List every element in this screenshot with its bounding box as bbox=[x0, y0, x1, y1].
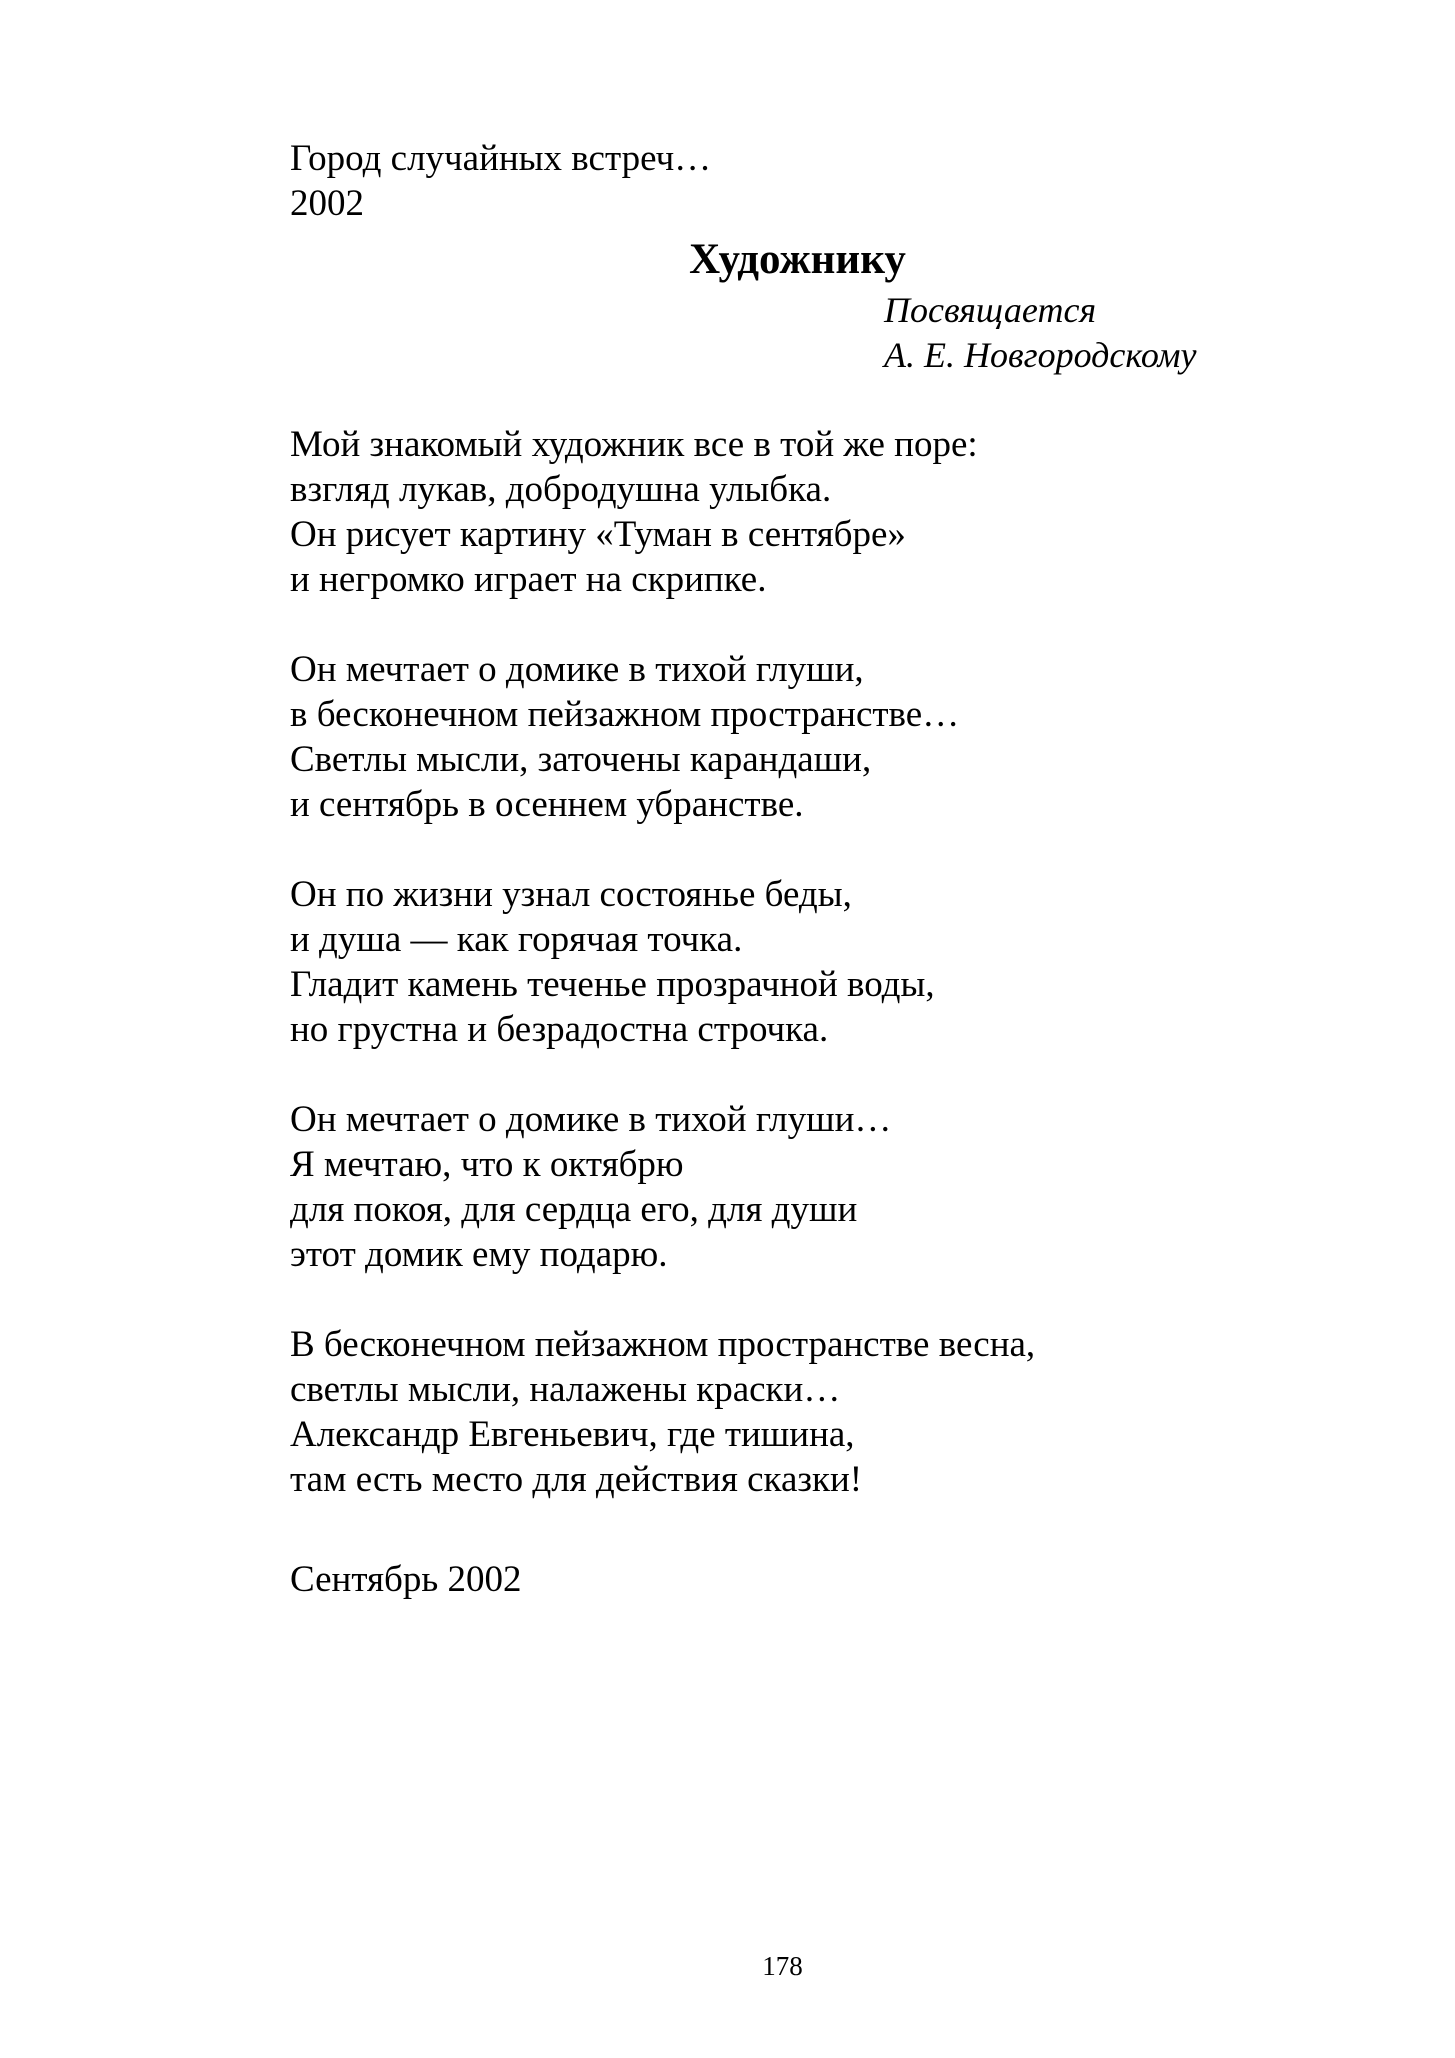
stanza bbox=[290, 647, 1035, 827]
dedication-line: А. Е. Новгородскому bbox=[884, 335, 1197, 375]
page-number: 178 bbox=[762, 1951, 803, 1981]
poem-line: и душа — как горячая точка. bbox=[290, 919, 743, 960]
poem-line: Он мечтает о домике в тихой глуши… bbox=[290, 1099, 892, 1140]
poem-line: но грустна и безрадостна строчка. bbox=[290, 1009, 829, 1050]
stanza bbox=[290, 872, 1035, 1052]
poem-line: Мой знакомый художник все в той же поре: bbox=[290, 424, 978, 465]
poem-dedication bbox=[884, 288, 1196, 378]
poem-line: Он рисует картину «Туман в сентябре» bbox=[290, 514, 906, 555]
poem-line: там есть место для действия сказки! bbox=[290, 1459, 863, 1500]
poem-line: этот домик ему подарю. bbox=[290, 1234, 668, 1275]
poem-line: в бесконечном пейзажном пространстве… bbox=[290, 694, 960, 735]
book-title: Город случайных встреч… bbox=[290, 138, 712, 179]
poem-line: Гладит камень теченье прозрачной воды, bbox=[290, 964, 935, 1005]
poem-line: для покоя, для сердца его, для души bbox=[290, 1189, 858, 1230]
poem-line: и сентябрь в осеннем убранстве. bbox=[290, 784, 804, 825]
poem-title: Художнику bbox=[689, 236, 906, 283]
stanza bbox=[290, 1097, 1035, 1277]
poem-body bbox=[290, 422, 1035, 1547]
page-header bbox=[290, 136, 711, 226]
dedication-line: Посвящается bbox=[884, 290, 1097, 330]
poem-line: Я мечтаю, что к октябрю bbox=[290, 1144, 684, 1185]
book-year: 2002 bbox=[290, 183, 364, 224]
poem-line: В бесконечном пейзажном пространстве весна, bbox=[290, 1324, 1036, 1365]
poem-line: Он мечтает о домике в тихой глуши, bbox=[290, 649, 864, 690]
poem-line: и негромко играет на скрипке. bbox=[290, 559, 767, 600]
poem-line: взгляд лукав, добродушна улыбка. bbox=[290, 469, 832, 510]
stanza bbox=[290, 1322, 1035, 1502]
poem-line: Светлы мысли, заточены карандаши, bbox=[290, 739, 872, 780]
poem-line: Он по жизни узнал состоянье беды, bbox=[290, 874, 852, 915]
stanza bbox=[290, 422, 1035, 602]
poem-line: светлы мысли, налажены краски… bbox=[290, 1369, 841, 1410]
poem-line: Александр Евгеньевич, где тишина, bbox=[290, 1414, 855, 1455]
poem-date: Сентябрь 2002 bbox=[290, 1559, 522, 1600]
